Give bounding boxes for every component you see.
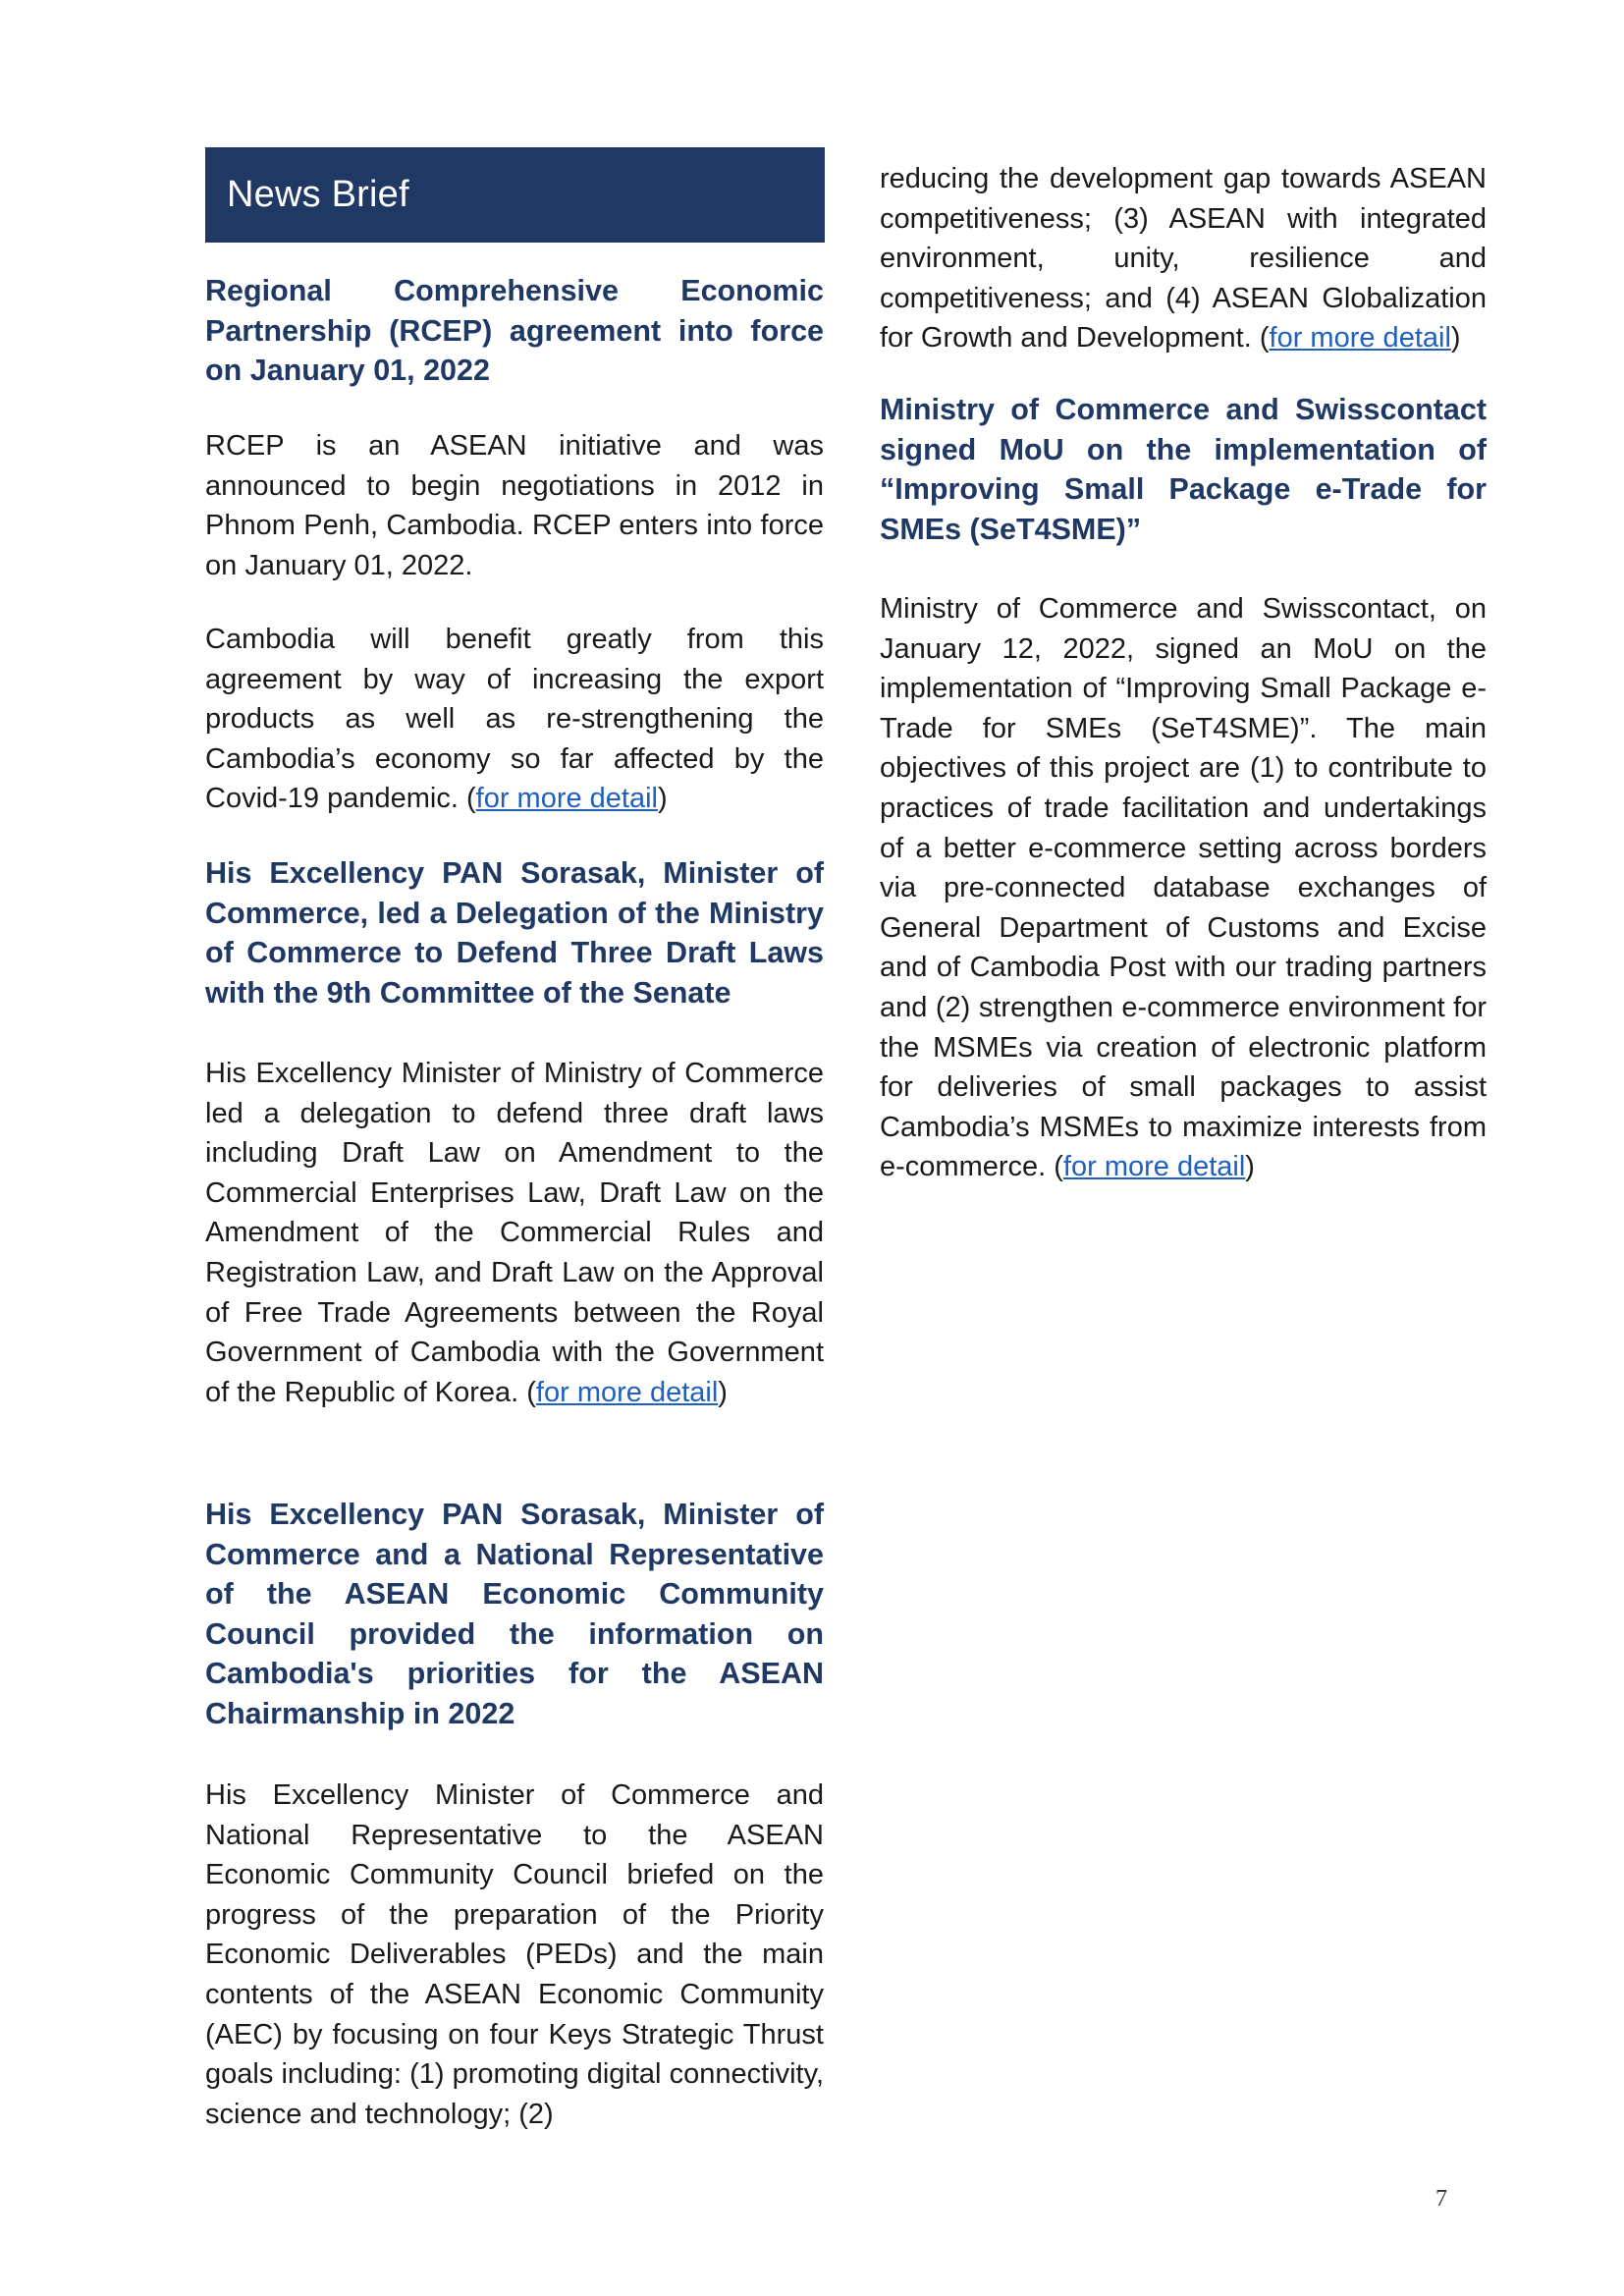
paragraph-text: Ministry of Commerce and Swisscontact, on January 12, 2022, signed an MoU on the implementation of “Improving Small Package e-Trade for SMEs (SeT4SME)”. The main objectives of this project are (1) to contribute to practices of trade facilitation and undertakings of a better e-commerce setting across borders via pre-connected database exchanges of General Department of Customs and Excise and of Cambodia Post with our trading partners and (2) strengthen e-commerce environment for the MSMEs via creation of electronic platform for deliveries of small packages to assist Cambodia’s MSMEs to maximize interests from e-commerce. <box>880 593 1487 1183</box>
article-paragraph: RCEP is an ASEAN initiative and was announced to begin negotiations in 2012 in Phnom Penh, Cambodia. RCEP enters into force on January 01, 2022. <box>205 430 824 581</box>
for-more-detail-link[interactable]: for more detail <box>535 1376 719 1408</box>
banner-title: News Brief <box>227 174 409 215</box>
article-asean-priorities-continued <box>880 159 1487 358</box>
article-paragraph <box>880 159 1487 358</box>
link-open-paren: ( <box>518 1376 536 1408</box>
for-more-detail-link[interactable]: for more detail <box>1062 1151 1246 1183</box>
for-more-detail-link[interactable]: for more detail <box>1269 322 1451 355</box>
article-draft-laws <box>205 853 824 1012</box>
link-close-paren: ) <box>1450 322 1461 355</box>
link-open-paren: ( <box>1046 1151 1063 1183</box>
page-number: 7 <box>1435 2186 1447 2212</box>
article-paragraph <box>880 589 1487 1187</box>
article-paragraph: His Excellency Minister of Commerce and National Representative to the ASEAN Economic Community Council briefed on the progress of the preparation of the Priority Economic Deliverables (PEDs) and the main contents of the ASEAN Economic Community (AEC) by focusing on four Keys Strategic Thrust goals including: (1) promoting digital connectivity, science and technology; (2) <box>205 1779 824 2130</box>
article-paragraph <box>205 620 824 819</box>
article-asean-priorities <box>205 1495 824 1734</box>
paragraph-text: His Excellency Minister of Ministry of Commerce led a delegation to defend three draft laws including Draft Law on Amendment to the Commercial Enterprises Law, Draft Law on the Amendment of the Commercial Rules and Registration Law, and Draft Law on the Approval of Free Trade Agreements between the Royal Government of Cambodia with the Government of the Republic of Korea. <box>205 1058 824 1408</box>
link-close-paren: ) <box>658 783 668 815</box>
article-heading: His Excellency PAN Sorasak, Minister of Commerce, led a Delegation of the Ministry of Commerce to Defend Three Draft Laws with the 9th Committee of the Senate <box>205 856 824 1010</box>
article-swisscontact-mou-body <box>880 589 1487 1187</box>
news-brief-banner <box>205 147 825 243</box>
article-paragraph <box>205 1054 824 1412</box>
paragraph-text: reducing the development gap towards ASEAN competitiveness; (3) ASEAN with integrated environment, unity, resilience and competitiveness; and (4) ASEAN Globalization for Growth and Development. <box>880 163 1487 355</box>
link-open-paren: ( <box>458 783 476 815</box>
article-heading: Ministry of Commerce and Swisscontact signed MoU on the implementation of “Improving Small Package e-Trade for SMEs (SeT4SME)” <box>880 393 1487 546</box>
for-more-detail-link[interactable]: for more detail <box>475 783 658 815</box>
article-draft-laws-body <box>205 1054 824 1412</box>
link-close-paren: ) <box>1245 1151 1255 1183</box>
article-swisscontact-mou <box>880 390 1487 549</box>
article-heading: Regional Comprehensive Economic Partnership (RCEP) agreement into force on January 01, 2022 <box>205 274 824 388</box>
article-heading: His Excellency PAN Sorasak, Minister of Commerce and a National Representative of the ASEAN Economic Community Council provided the information on Cambodia's priorities for the ASEAN Chairmanship in 2022 <box>205 1498 824 1730</box>
article-rcep-body-2 <box>205 620 824 819</box>
article-asean-priorities-body <box>205 1776 824 2134</box>
link-close-paren: ) <box>718 1376 728 1408</box>
link-open-paren: ( <box>1251 322 1270 355</box>
paragraph-text: Cambodia will benefit greatly from this agreement by way of increasing the export products as well as re-strengthening the Cambodia’s economy so far affected by the Covid-19 pandemic. <box>205 624 824 815</box>
article-rcep <box>205 271 824 391</box>
article-rcep-body-1 <box>205 426 824 585</box>
